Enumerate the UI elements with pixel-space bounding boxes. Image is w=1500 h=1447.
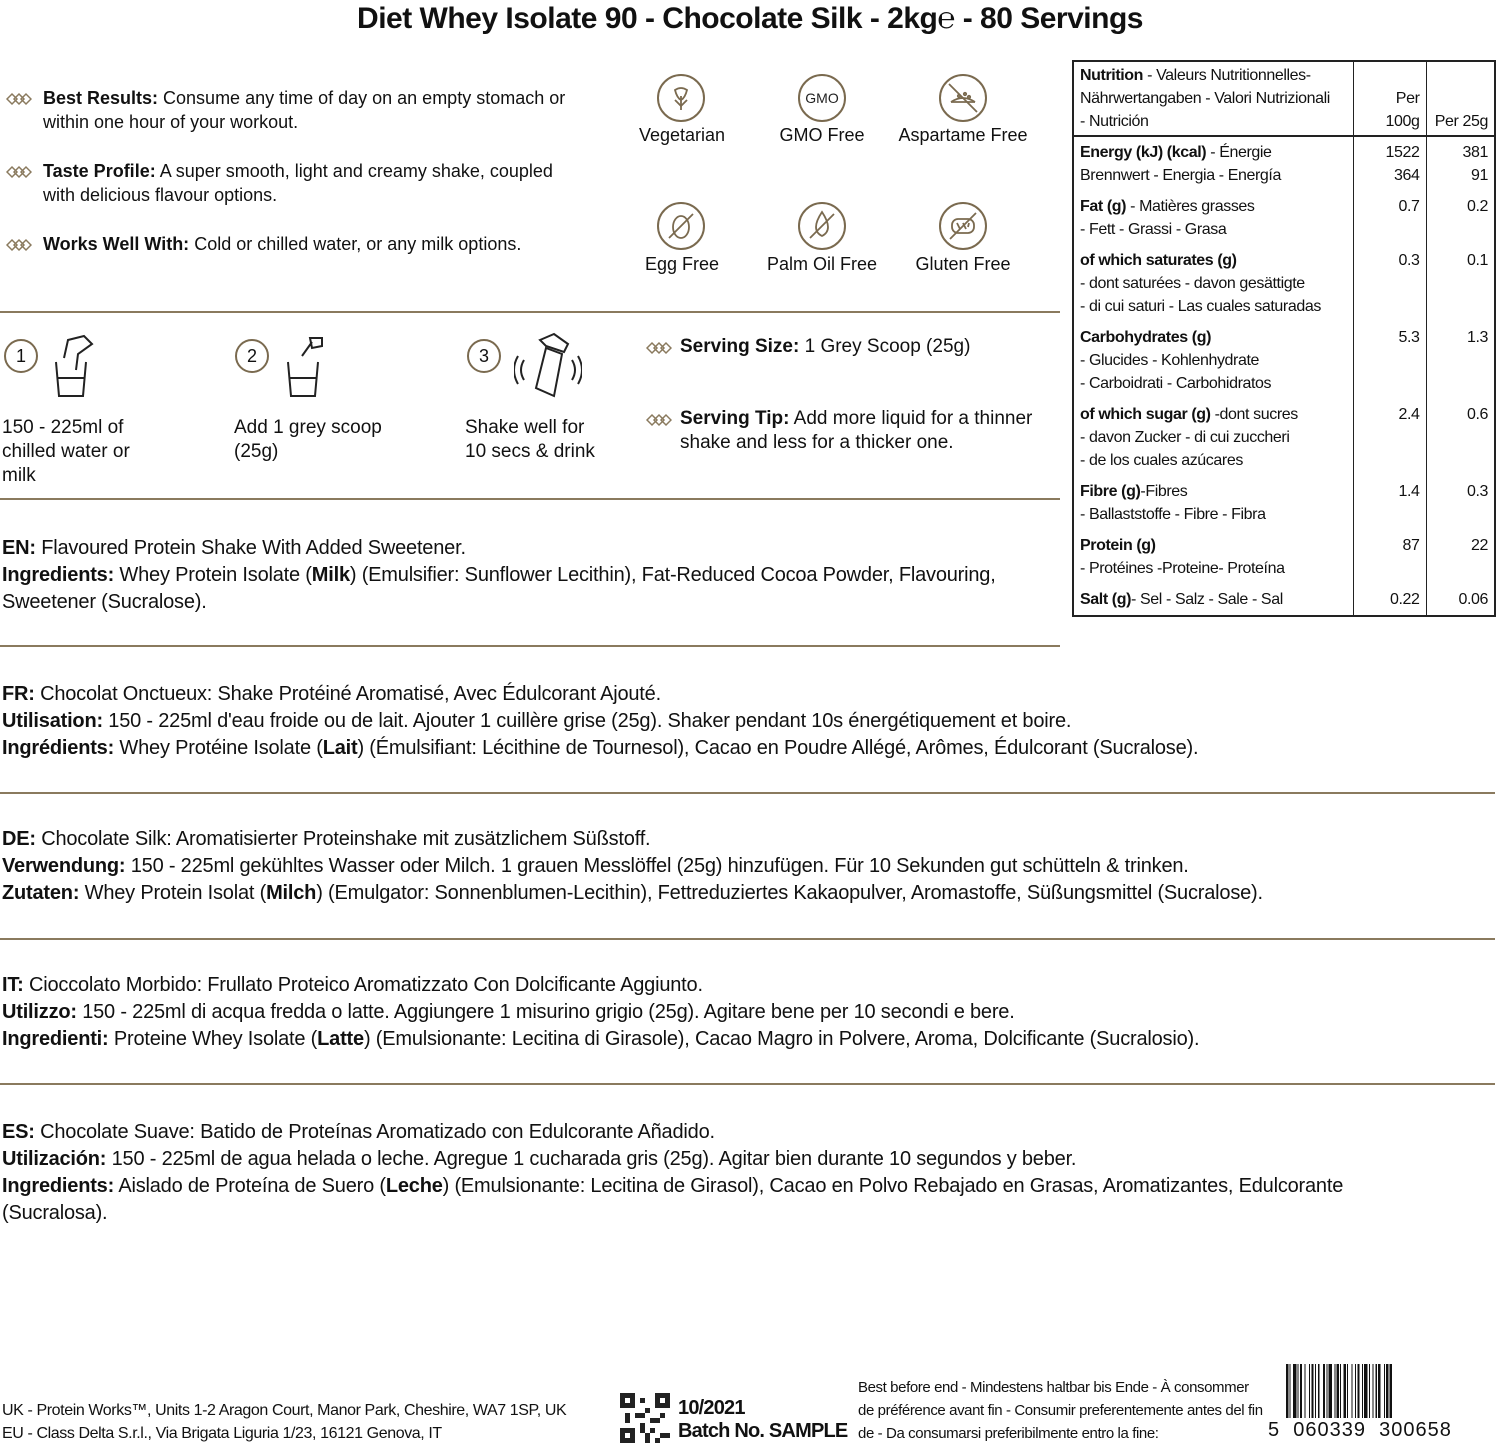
diamond-bullet-icon [646,341,672,355]
value-per-100g: 5.3 [1354,322,1426,399]
barcode-bar [1372,1364,1373,1418]
nutrient-name: Energy (kJ) (kcal) - Énergie Brennwert - Energia - Energía [1080,144,1281,184]
badge-label-gluten-free: Gluten Free [915,254,1011,274]
barcode-bar [1357,1364,1359,1418]
barcode-bar [1323,1364,1325,1418]
step-2-text: Add 1 grey scoop (25g) [234,417,382,462]
nutrient-name: Carbohydrates (g) - Glucides - Kohlenhydrate - Carboidrati - Carbohidratos [1080,329,1272,392]
value-per-100g: 87 [1354,530,1426,584]
step-number-1: 1 [4,339,38,373]
barcode-bar [1386,1364,1388,1418]
product-title: Diet Whey Isolate 90 - Chocolate Silk - 2kg℮ - 80 Servings [357,2,1143,35]
glass-scoop-icon [282,334,328,398]
diamond-bullet-icon [6,165,32,179]
value-per-25g: 0.06 [1426,584,1495,616]
step-number-3: 3 [467,339,501,373]
bullet-works-well-with [0,232,620,258]
value-per-25g: 0.6 [1426,399,1495,476]
barcode-bar [1390,1364,1392,1418]
barcode-bar [1315,1364,1316,1418]
value-per-100g: 1.4 [1354,476,1426,530]
barcode-bar [1326,1364,1327,1418]
barcode-bar [1286,1364,1288,1418]
bullet-label: Taste Profile: [43,161,156,181]
value-per-100g: 0.22 [1354,584,1426,616]
ingredients-en: EN: Flavoured Protein Shake With Added Sweetener. Ingredients: Whey Protein Isolate (Milk) (Emulsifier: Sunflower Lecithin), Fat-Reduced Cocoa Powder, Flavouring, Sweetener (Sucralose). [2,537,996,613]
value-per-25g: 0.3 [1426,476,1495,530]
barcode-bar [1369,1364,1370,1418]
bullet-text: Cold or chilled water, or any milk options. [189,234,522,254]
divider [0,792,1495,794]
nutrient-name: of which sugar (g) -dont sucres - davon Zucker - di cui zuccheri - de los cuales azúcares [1080,406,1298,469]
barcode-bar [1352,1364,1353,1418]
nutrient-name: Salt (g)- Sel - Salz - Sale - Sal [1080,591,1283,608]
barcode-bar [1337,1364,1339,1418]
nutrition-header: Nutrition - Valeurs Nutritionnelles- Nährwertangaben - Valori Nutrizionali - Nutrición [1073,61,1354,136]
nutrition-row [1073,191,1495,245]
nutrient-name: Fat (g) - Matières grasses - Fett - Grassi - Grasa [1080,198,1255,238]
divider [0,498,1060,500]
aspartame-free-icon [939,74,987,122]
divider [0,311,1060,313]
gmo-text: GMO [805,90,839,106]
barcode-bar [1300,1364,1302,1418]
value-per-25g: 1.3 [1426,322,1495,399]
badge-label-gmo-free: GMO Free [779,125,865,145]
batch-info: 10/2021 Batch No. SAMPLE [678,1397,848,1442]
vegetarian-icon [657,74,705,122]
bullet-text: Consume any time of day on an empty stomach or [158,88,566,108]
barcode-bar [1378,1364,1380,1418]
badge-label-vegetarian: Vegetarian [638,125,726,145]
manufacturer-address: UK - Protein Works™, Units 1-2 Aragon Court, Manor Park, Cheshire, WA7 1SP, UK EU - Class Delta S.r.l., Via Brigata Liguria 1/23, 16121 Genova, IT [2,1402,567,1442]
divider [0,1083,1495,1085]
bullet-text: with delicious flavour options. [43,185,278,205]
badge-label-palm-oil-free: Palm Oil Free [766,254,878,274]
ingredients-de: DE: Chocolate Silk: Aromatisierter Proteinshake mit zusätzlichem Süßstoff. Verwendung: 150 - 225ml gekühltes Wasser oder Milch. 1 grauen Messlöffel (25g) hinzufügen. Für 10 Sekunden gut schütteln & trinken. Zutaten: Whey Protein Isolat (Milch) (Emulgator: Sonnenblumen-Lecithin), Fettreduziertes Kakaopulver, Aromastoffe, Süßungsmittel (Sucralose). [2,828,1263,904]
value-per-100g: 1522 364 [1354,136,1426,191]
diamond-bullet-icon [6,238,32,252]
gluten-free-icon [939,202,987,250]
step-3-text: Shake well for 10 secs & drink [465,417,595,462]
barcode-bar [1364,1364,1367,1418]
barcode-bar [1298,1364,1299,1418]
barcode-bar [1318,1364,1319,1418]
barcode-bar [1384,1364,1385,1418]
barcode-bar [1289,1364,1290,1418]
nutrition-row [1073,322,1495,399]
nutrition-row [1073,530,1495,584]
barcode-bar [1329,1364,1332,1418]
barcode-icon [1284,1364,1496,1422]
value-per-25g: 381 91 [1426,136,1495,191]
divider [0,938,1495,940]
value-per-100g: 2.4 [1354,399,1426,476]
nutrient-name: Fibre (g)-Fibres - Ballaststoffe - Fibre - Fibra [1080,483,1266,523]
bullet-best-results [0,86,620,136]
nutrition-header-row [1073,61,1495,136]
nutrition-row [1073,476,1495,530]
bullet-text: within one hour of your workout. [43,112,299,132]
bullet-label: Best Results: [43,88,159,108]
col-per-25g: Per 25g [1426,61,1495,136]
divider [0,645,1060,647]
value-per-25g: 0.2 [1426,191,1495,245]
barcode-bar [1309,1364,1310,1418]
barcode-bar [1293,1364,1296,1418]
nutrition-row [1073,584,1495,616]
nutrition-row [1073,136,1495,191]
step-number-2: 2 [235,339,269,373]
barcode-bar [1355,1364,1356,1418]
diamond-bullet-icon [646,413,672,427]
ingredients-it: IT: Cioccolato Morbido: Frullato Proteico Aromatizzato Con Dolcificante Aggiunto. Utilizzo: 150 - 225ml di acqua fredda o latte. Aggiungere 1 misurino grigio (25g). Agitare bene per 10 secondi e bere. Ingredienti: Proteine Whey Isolate (Latte) (Emulsionante: Lecitina di Girasole), Cacao Magro in Polvere, Aroma, Dolcificante (Sucralosio). [2,974,1200,1050]
badge-label-aspartame-free: Aspartame Free [898,125,1028,145]
step-1-text: 150 - 225ml of chilled water or milk [2,417,130,486]
barcode-bar [1304,1364,1305,1418]
qr-code-icon [620,1393,670,1443]
best-before-text: Best before end - Mindestens haltbar bis Ende - À consommer de préférence avant fin - Consumir preferentemente antes del fin de - Da consumarsi preferibilmente entro la fine: [858,1379,1263,1442]
ingredients-fr: FR: Chocolat Onctueux: Shake Protéiné Aromatisé, Avec Édulcorant Ajouté. Utilisation: 150 - 225ml d'eau froide ou de lait. Ajouter 1 cuillère grise (25g). Shaker pendant 10s énergétiquement et boire. Ingrédients: Whey Protéine Isolate (Lait) (Émulsifiant: Lécithine de Tournesol), Cacao en Poudre Allégé, Arômes, Édulcorant (Sucralose). [2,683,1199,759]
nutrient-name: Protein (g) - Protéines -Proteine- Proteína [1080,537,1285,577]
barcode-bar [1362,1364,1363,1418]
barcode-bar [1334,1364,1335,1418]
shaker-icon [514,330,582,400]
bullet-text: A super smooth, light and creamy shake, coupled [155,161,553,181]
bullet-label: Works Well With: [43,234,190,254]
nutrient-name: of which saturates (g) - dont saturées - davon gesättigte - di cui saturi - Las cuales saturadas [1080,252,1321,315]
palm-oil-free-icon [798,202,846,250]
barcode-bar [1376,1364,1377,1418]
barcode-digits: 5 060339 300658 [1268,1419,1452,1441]
serving-size: Serving Size: 1 Grey Scoop (25g) [640,335,1060,361]
barcode-bar [1311,1364,1313,1418]
nutrition-row [1073,245,1495,322]
value-per-25g: 0.1 [1426,245,1495,322]
serving-tip: Serving Tip: Add more liquid for a thinner shake and less for a thicker one. [640,407,1060,457]
barcode-bar [1340,1364,1341,1418]
barcode-bar [1347,1364,1348,1418]
nutrition-row [1073,399,1495,476]
egg-free-icon [657,202,705,250]
ingredients-es: ES: Chocolate Suave: Batido de Proteínas Aromatizado con Edulcorante Añadido. Utilización: 150 - 225ml de agua helada o leche. Agregue 1 cucharada gris (25g). Agitar bien durante 10 segundos y beber. Ingredients: Aislado de Proteína de Suero (Leche) (Emulsionante: Lecitina de Girasol), Cacao en Polvo Rebajado en Grasas, Aromatizantes, Edulcorante (Sucralosa). [2,1121,1344,1224]
value-per-100g: 0.3 [1354,245,1426,322]
diamond-bullet-icon [6,92,32,106]
nutrition-table [1072,60,1496,617]
col-per-100g: Per 100g [1354,61,1426,136]
barcode-bar [1344,1364,1346,1418]
value-per-100g: 0.7 [1354,191,1426,245]
badge-label-egg-free: Egg Free [644,254,720,274]
value-per-25g: 22 [1426,530,1495,584]
gmo-free-icon [798,74,846,122]
bullet-taste-profile [0,159,620,209]
glass-pour-icon [50,334,96,398]
